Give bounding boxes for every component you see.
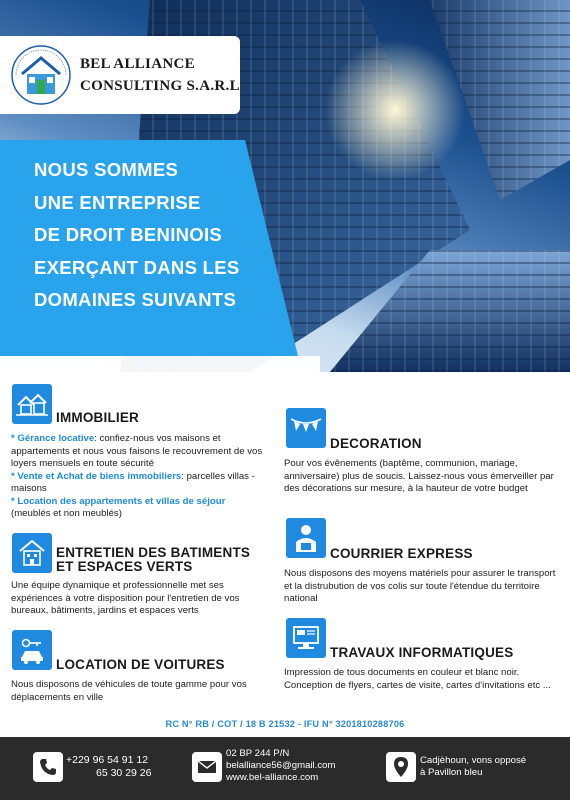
location-pin-icon <box>386 752 416 782</box>
po-box: 02 BP 244 P/N <box>226 748 290 759</box>
computer-icon <box>286 618 326 658</box>
immobilier-title: IMMOBILIER <box>56 410 139 425</box>
courrier-title: COURRIER EXPRESS <box>330 546 473 561</box>
brand-name-line2: CONSULTING S.A.R.L <box>80 78 240 94</box>
website-link[interactable]: www.bel-alliance.com <box>226 772 319 783</box>
registration-numbers: RC N° RB / COT / 18 B 21532 - IFU N° 3201810288706 <box>165 719 405 729</box>
entretien-text: Une équipe dynamique et professionnelle met ses expériences à votre disposition pour l'entretien de vos bureaux, bâtiments, jardins et espaces verts <box>11 580 240 616</box>
brand-logo-box <box>0 36 240 114</box>
phone-2[interactable]: 65 30 29 26 <box>96 767 152 779</box>
address-line2: à Pavillon bleu <box>420 767 483 778</box>
headline-line: DE DROIT BENINOIS <box>34 224 223 245</box>
immobilier-bullet-3-text: (meublés et non meublés) <box>11 508 122 519</box>
decoration-title: DECORATION <box>330 436 422 451</box>
headline-line: UNE ENTREPRISE <box>34 191 201 213</box>
houses-icon <box>12 384 52 424</box>
address-line1: Cadjèhoun, vons opposé <box>420 755 527 766</box>
address <box>420 755 526 779</box>
headline-line: EXERÇANT DANS LES <box>34 256 240 278</box>
headline <box>34 154 240 317</box>
immobilier-bullet-3-label: Location des appartements et villas de séjour <box>17 495 226 507</box>
immobilier-bullet-2-text: : parcelles villas - maisons <box>11 470 255 494</box>
immobilier-bullet-1: * Gérance locative: confiez-nous vos maisons et appartements et nous vous faisons le recouvrement de vos loyers mensuels en toute sécurité <box>11 433 263 469</box>
location-text: Nous disposons de véhicules de toute gamme pour vos déplacements en ville <box>11 679 247 703</box>
car-key-icon <box>12 630 52 670</box>
mail-icon <box>192 752 222 782</box>
entretien-title-line2: ET ESPACES VERTS <box>56 559 193 574</box>
phone-1[interactable]: +229 96 54 91 12 <box>66 754 149 766</box>
courier-icon <box>286 518 326 558</box>
courrier-text: Nous disposons des moyens matériels pour assurer le transport et la distrubution de vos colis sur toute l'étendue du territoire national <box>284 568 556 604</box>
phone-numbers <box>66 754 151 780</box>
headline-line: NOUS SOMMES <box>34 159 179 180</box>
headline-line: DOMAINES SUIVANTS <box>34 289 237 310</box>
entretien-title-line1: ENTRETIEN DES BATIMENTS <box>56 545 251 560</box>
immobilier-bullet-3: * Location des appartements et villas de séjour (meublés et non meublés) <box>11 495 226 519</box>
building-icon <box>12 533 52 573</box>
informatique-title: TRAVAUX INFORMATIQUES <box>330 645 514 660</box>
immobilier-bullet-2: * Vente et Achat de biens immobiliers: parcelles villas - maisons <box>11 470 255 494</box>
brand-name-line1: BEL ALLIANCE <box>80 56 195 72</box>
entretien-title <box>56 546 250 574</box>
postal-contact <box>226 748 335 784</box>
immobilier-bullet-1-text: : confiez-nous vos maisons et appartements et nous vous faisons le recouvrement de vos loyers mensuels en toute sécurité <box>11 433 263 469</box>
immobilier-bullet-1-label: Gérance locative <box>17 433 95 444</box>
bunting-icon <box>286 408 326 448</box>
house-logo-icon <box>10 44 72 106</box>
contact-footer <box>0 737 570 800</box>
hero-banner <box>0 0 570 372</box>
immobilier-bullet-2-label: Vente et Achat de biens immobiliers <box>17 470 182 482</box>
informatique-text: Impression de tous documents en couleur et blanc noir. Conception de flyers, cartes de visite, cartes d'invitations etc ... <box>284 667 551 691</box>
email-link[interactable]: belalliance56@gmail.com <box>226 760 336 771</box>
location-title: LOCATION DE VOITURES <box>56 657 225 672</box>
decoration-text: Pour vos évênements (baptême, communion, mariage, anniversaire) plus de soucis. Laissez-nous vous émerveiller par des décorations sur mesure, à la hauteur de votre budget <box>284 458 554 494</box>
immobilier-text <box>11 433 276 521</box>
phone-icon <box>33 752 63 782</box>
